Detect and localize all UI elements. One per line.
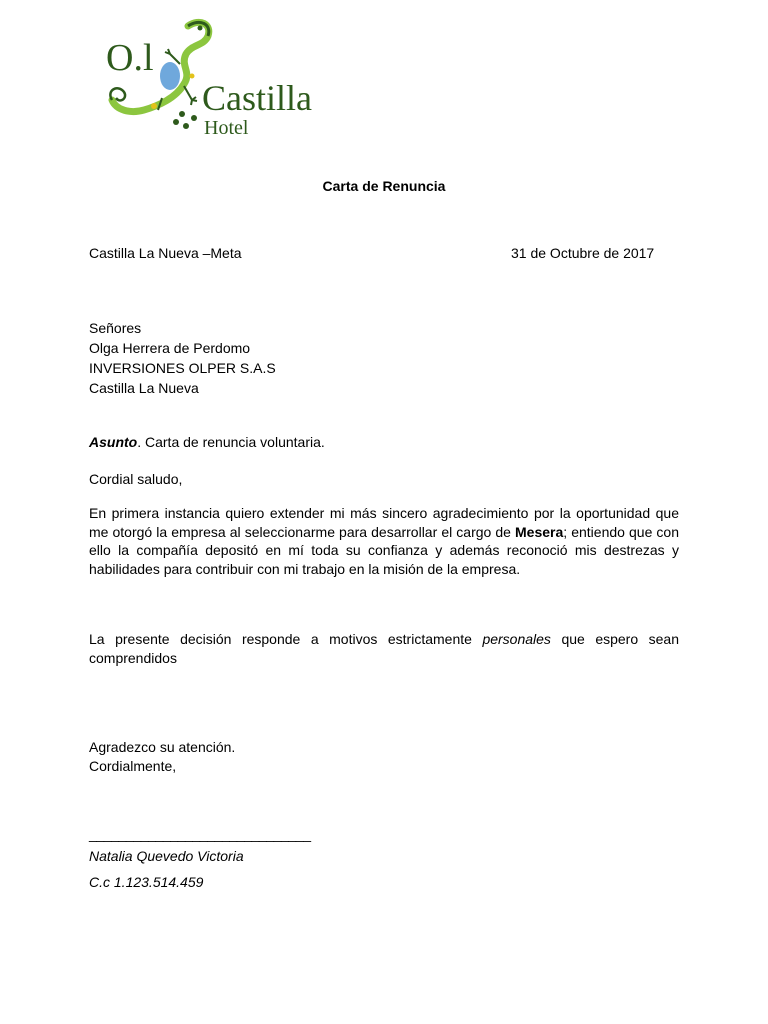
body1-bold: Mesera: [515, 523, 564, 540]
signer-id: C.c 1.123.514.459: [89, 874, 204, 890]
letter-date: 31 de Octubre de 2017: [511, 245, 655, 261]
body1-part2: ; entiendo que con ello la compañía depositó en mí toda su confianza y además reconoció mis destrezas y habilidades para contribuir con mi trabajo en la misión de la empresa.: [89, 523, 679, 577]
body2-part2: que espero sean comprendidos: [89, 631, 679, 666]
recipient-salutation: Señores: [89, 320, 142, 336]
body2-part1: La presente decisión responde a motivos estrictamente: [89, 631, 483, 647]
subject-line: [89, 432, 325, 452]
signature-line: ______________________________: [89, 826, 311, 842]
greeting: Cordial saludo,: [89, 471, 183, 487]
lizard-logo-graphic: [100, 14, 360, 144]
recipient-name: Olga Herrera de Perdomo: [89, 340, 251, 356]
subject-text: . Carta de renuncia voluntaria.: [137, 434, 325, 450]
body-paragraph-1: [89, 504, 679, 578]
closing-line: Cordialmente,: [89, 757, 177, 774]
letter-title: Carta de Renuncia: [322, 178, 446, 194]
subject-label: Asunto: [89, 434, 138, 450]
recipient-block: [89, 318, 276, 398]
logo-suffix: Hotel: [204, 117, 249, 139]
thanks-line: Agradezco su atención.: [89, 739, 236, 755]
recipient-city: Castilla La Nueva: [89, 380, 199, 396]
signer-name: Natalia Quevedo Victoria: [89, 848, 244, 864]
body-paragraph-2: [89, 630, 679, 667]
logo-prefix: O.l: [106, 37, 154, 79]
body1-part1: En primera instancia quiero extender mi más sincero agradecimiento por la oportunidad que me otorgó la empresa al seleccionarme para desarrollar el cargo de: [89, 505, 679, 540]
logo-name: Castilla: [202, 78, 312, 118]
closing-block: [89, 738, 235, 775]
body2-italic: personales: [482, 631, 551, 647]
letter-place: Castilla La Nueva –Meta: [89, 245, 242, 261]
hotel-logo: [100, 14, 360, 144]
recipient-company: INVERSIONES OLPER S.A.S: [89, 360, 276, 376]
